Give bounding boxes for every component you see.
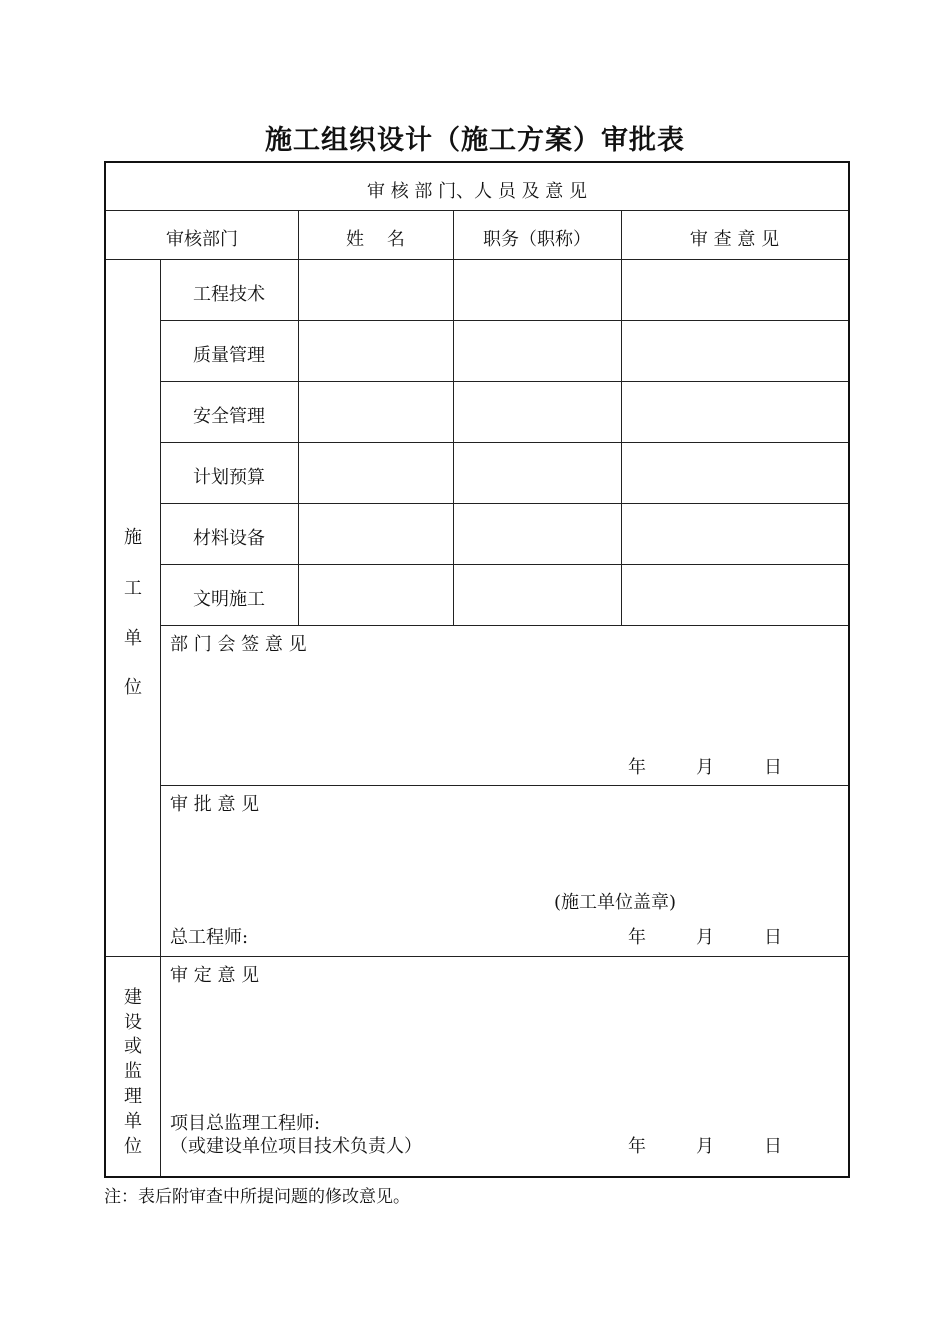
department-label: 质量管理 [193, 345, 265, 366]
rule [160, 442, 848, 443]
date-month: 月 [696, 1136, 714, 1157]
col-position: 职务（职称） [483, 229, 591, 250]
department-label: 工程技术 [193, 284, 265, 305]
rule [160, 381, 848, 382]
date-year: 年 [628, 1136, 646, 1157]
rule [106, 956, 848, 957]
date-year: 年 [628, 757, 646, 778]
rule [106, 210, 848, 211]
supervision-unit-char: 设 [124, 1012, 142, 1033]
rule [621, 259, 622, 625]
approval-table [104, 161, 850, 1178]
col-department: 审核部门 [166, 229, 238, 250]
rule [160, 564, 848, 565]
approval-label: 审 批 意 见 [170, 794, 260, 815]
footnote: 注：表后附审查中所提问题的修改意见。 [104, 1187, 410, 1207]
rule [160, 259, 161, 1176]
col-name: 姓 名 [346, 229, 405, 250]
date-day: 日 [764, 757, 782, 778]
col-opinion: 审 查 意 见 [689, 229, 780, 250]
construction-unit-char: 施 [124, 527, 142, 548]
date-day: 日 [764, 1136, 782, 1157]
rule [160, 625, 848, 626]
construction-unit-char: 工 [124, 578, 142, 599]
rule [160, 320, 848, 321]
supervision-unit-char: 建 [124, 987, 142, 1008]
rule [298, 259, 299, 625]
construction-unit-char: 单 [124, 628, 142, 649]
countersign-label: 部 门 会 签 意 见 [170, 634, 307, 655]
rule [160, 785, 848, 786]
chief-supervisor-label: 项目总监理工程师: [170, 1113, 321, 1134]
chief-engineer-label: 总工程师: [170, 927, 249, 948]
final-opinion-label: 审 定 意 见 [170, 965, 260, 986]
date-month: 月 [696, 927, 714, 948]
department-label: 安全管理 [193, 406, 265, 427]
department-label: 文明施工 [193, 589, 265, 610]
department-label: 计划预算 [193, 467, 265, 488]
supervision-unit-char: 理 [124, 1086, 142, 1107]
construction-unit-char: 位 [124, 677, 142, 698]
date-day: 日 [764, 927, 782, 948]
date-month: 月 [696, 757, 714, 778]
rule [453, 259, 454, 625]
section-header: 审 核 部 门、人 员 及 意 见 [366, 181, 588, 202]
department-label: 材料设备 [193, 528, 265, 549]
supervision-unit-char: 位 [124, 1136, 142, 1157]
supervision-unit-char: 监 [124, 1061, 142, 1082]
supervision-unit-char: 或 [124, 1036, 142, 1057]
page-title: 施工组织设计（施工方案）审批表 [265, 125, 685, 156]
supervision-unit-char: 单 [124, 1111, 142, 1132]
rule [106, 259, 848, 260]
rule [160, 503, 848, 504]
date-year: 年 [628, 927, 646, 948]
owner-tech-lead-label: （或建设单位项目技术负责人） [170, 1136, 422, 1157]
seal-note: (施工单位盖章) [554, 892, 677, 913]
